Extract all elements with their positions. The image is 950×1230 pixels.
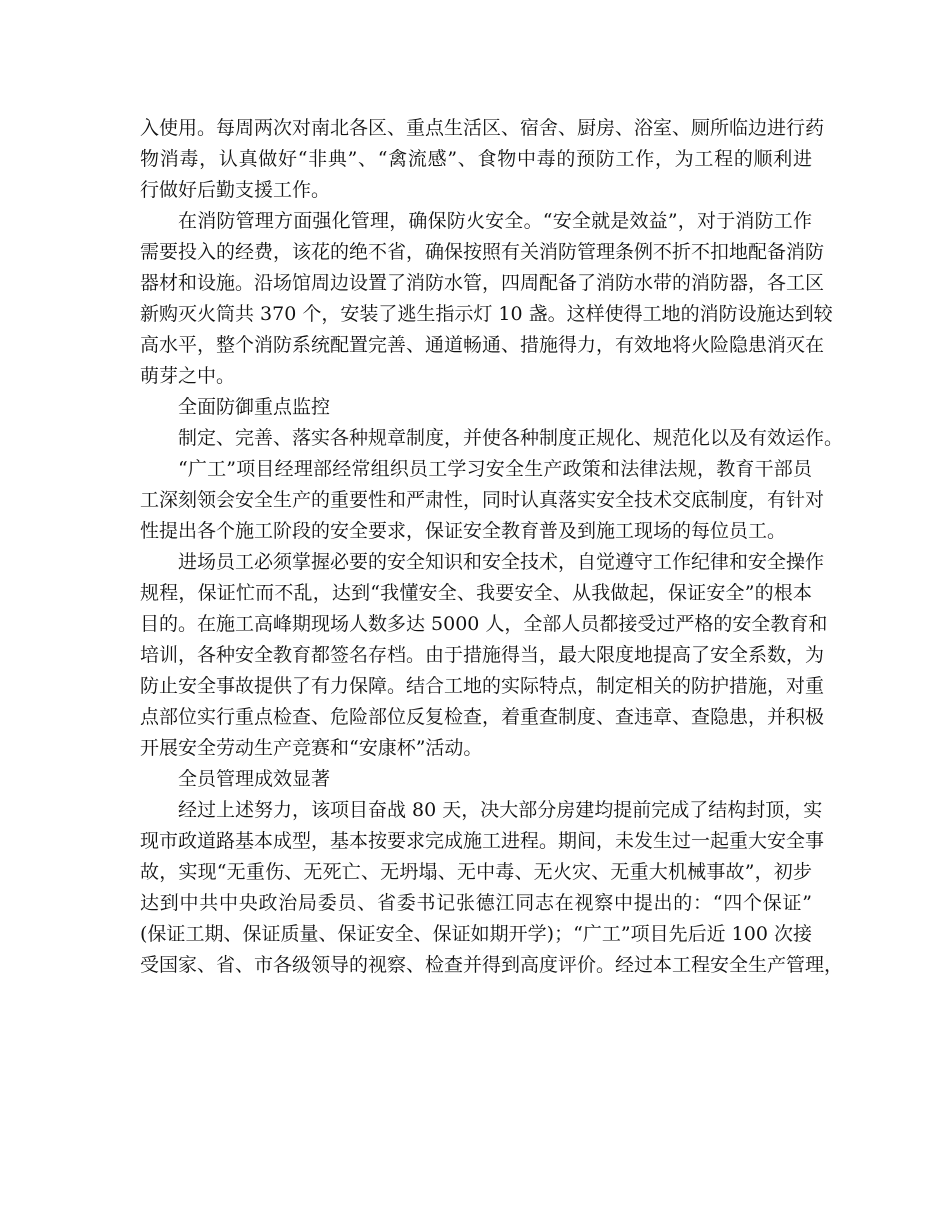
text-line: 制定、完善、落实各种规章制度，并使各种制度正规化、规范化以及有效运作。 [178,427,844,449]
text-line: 达到中共中央政治局委员、省委书记张德江同志在视察中提出的：“四个保证” [140,892,812,914]
text-line: 萌芽之中。 [140,365,236,387]
text-line: 进场员工必须掌握必要的安全知识和安全技术，自觉遵守工作纪律和安全操作 [178,551,825,573]
text-line: 全员管理成效显著 [178,768,331,790]
text-line: 工深刻领会安全生产的重要性和严肃性，同时认真落实安全技术交底制度，有针对 [140,489,825,511]
text-line: 新购灭火筒共 370 个，安装了逃生指示灯 10 盏。这样使得工地的消防设施达到较 [140,303,833,325]
text-line: 开展安全劳动生产竞赛和“安康杯”活动。 [140,737,483,759]
text-line: 行做好后勤支援工作。 [140,179,331,201]
text-line: (保证工期、保证质量、保证安全、保证如期开学)；“广工”项目先后近 100 次接 [140,923,812,945]
text-line: 入使用。每周两次对南北各区、重点生活区、宿舍、厨房、浴室、厕所临边进行药 [140,117,825,139]
text-line: 全面防御重点监控 [178,396,331,418]
text-line: 培训，各种安全教育都签名存档。由于措施得当，最大限度地提高了安全系数，为 [140,644,825,666]
text-line: “广工”项目经理部经常组织员工学习安全生产政策和法律法规，教育干部员 [178,458,812,480]
text-line: 物消毒，认真做好“非典”、“禽流感”、食物中毒的预防工作，为工程的顺利进 [140,148,812,170]
text-line: 经过上述努力，该项目奋战 80 天，决大部分房建均提前完成了结构封顶，实 [178,799,823,821]
text-line: 需要投入的经费，该花的绝不省，确保按照有关消防管理条例不折不扣地配备消防 [140,241,825,263]
text-line: 高水平，整个消防系统配置完善、通道畅通、措施得力，有效地将火险隐患消灭在 [140,334,825,356]
text-line: 防止安全事故提供了有力保障。结合工地的实际特点，制定相关的防护措施，对重 [140,675,825,697]
text-line: 目的。在施工高峰期现场人数多达 5000 人，全部人员都接受过严格的安全教育和 [140,613,828,635]
text-line: 性提出各个施工阶段的安全要求，保证安全教育普及到施工现场的每位员工。 [140,520,787,542]
text-line: 受国家、省、市各级领导的视察、检查并得到高度评价。经过本工程安全生产管理， [140,954,844,976]
text-line: 规程，保证忙而不乱，达到“我懂安全、我要安全、从我做起，保证安全”的根本 [140,582,812,604]
text-line: 器材和设施。沿场馆周边设置了消防水管，四周配备了消防水带的消防器，各工区 [140,272,825,294]
document-body [140,113,844,981]
text-line: 在消防管理方面强化管理，确保防火安全。“安全就是效益”，对于消防工作 [178,210,812,232]
text-line: 故，实现“无重伤、无死亡、无坍塌、无中毒、无火灾、无重大机械事故”，初步 [140,861,812,883]
text-line: 点部位实行重点检查、危险部位反复检查，着重查制度、查违章、查隐患，并积极 [140,706,825,728]
text-line: 现市政道路基本成型，基本按要求完成施工进程。期间，未发生过一起重大安全事 [140,830,825,852]
